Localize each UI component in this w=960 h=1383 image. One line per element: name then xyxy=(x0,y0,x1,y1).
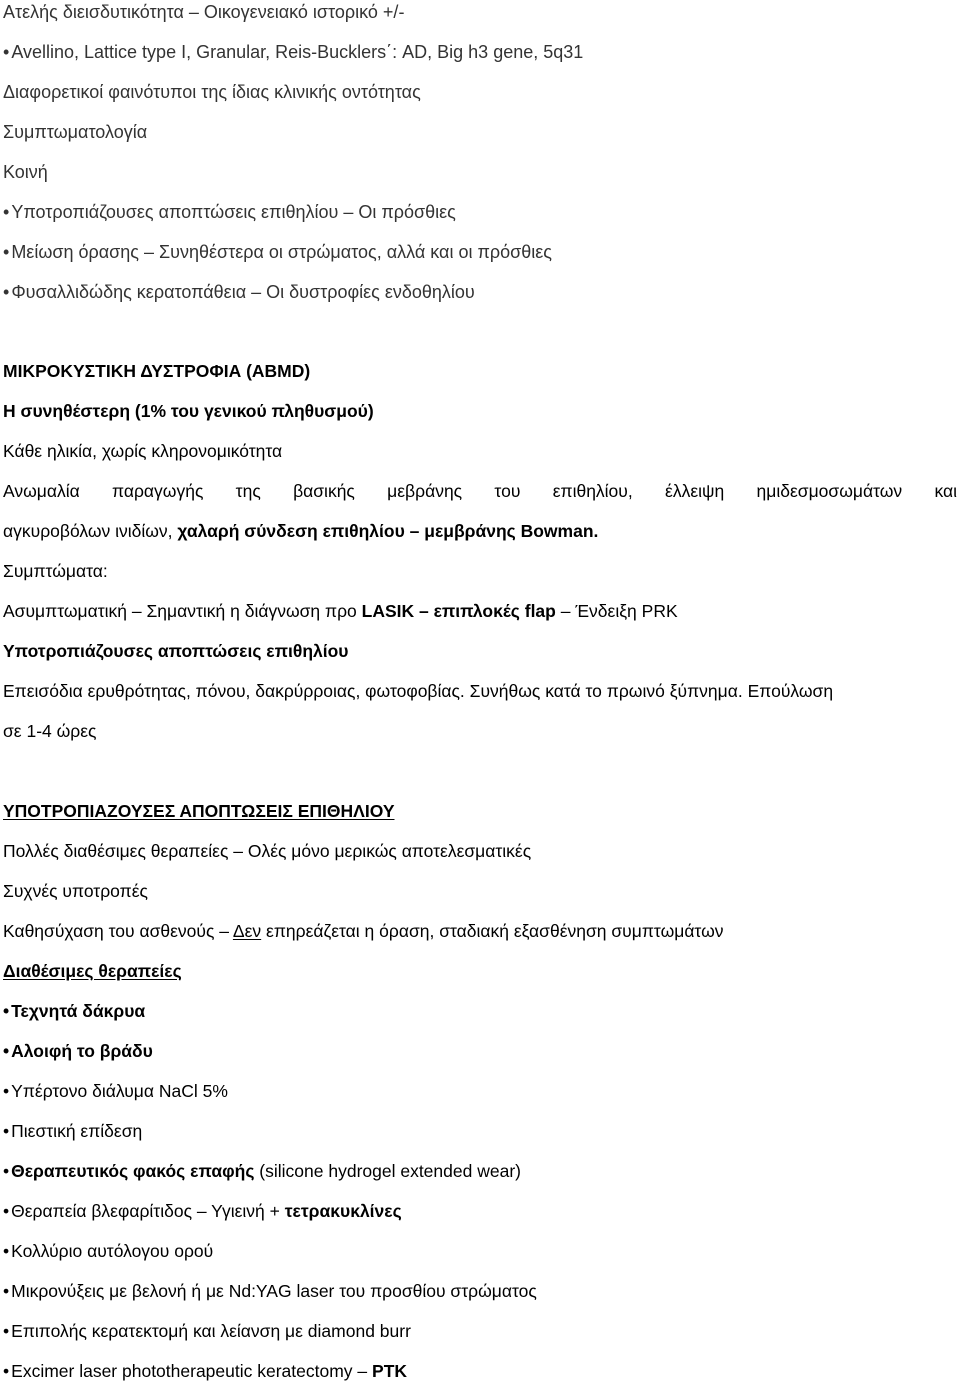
reassurance-line xyxy=(3,919,724,943)
inheritance-bullet xyxy=(3,40,583,64)
therapy-item xyxy=(3,1279,537,1303)
therapy-text: Υπέρτονο διάλυμα NaCl 5% xyxy=(11,1081,228,1101)
bullet: • xyxy=(3,1361,10,1381)
symptom-text: Μείωση όρασης – Συνηθέστερα οι στρώματος, αλλά και οι πρόσθιες xyxy=(11,242,552,262)
anomaly-bold: χαλαρή σύνδεση επιθηλίου – μεμβράνης Bowman. xyxy=(177,521,599,541)
bullet: • xyxy=(3,1001,10,1021)
episodes-line-2: σε 1-4 ώρες xyxy=(3,721,97,741)
therapy-item xyxy=(3,1319,411,1343)
relapses-line: Συχνές υποτροπές xyxy=(3,881,148,901)
therapy-text: Excimer laser phototherapeutic keratectomy – xyxy=(11,1361,373,1381)
symptom-bullet-2 xyxy=(3,240,552,264)
therapy-bold: τετρακυκλίνες xyxy=(284,1201,402,1221)
symptoms-label: Συμπτώματα: xyxy=(3,561,108,581)
common-label: Κοινή xyxy=(3,162,48,182)
bullet: • xyxy=(3,282,10,302)
symptom-bullet-1 xyxy=(3,200,456,224)
asymptomatic-line xyxy=(3,599,678,623)
age-line: Κάθε ηλικία, χωρίς κληρονομικότητα xyxy=(3,441,283,461)
phenotypes-line: Διαφορετικοί φαινότυποι της ίδιας κλινικής οντότητας xyxy=(3,82,421,102)
bullet: • xyxy=(3,42,10,62)
bullet: • xyxy=(3,1201,10,1221)
penetrance-line: Ατελής διεισδυτικότητα – Οικογενειακό ιστορικό +/- xyxy=(3,2,405,22)
therapy-text: Τεχνητά δάκρυα xyxy=(11,1001,146,1021)
bullet: • xyxy=(3,1161,10,1181)
bullet: • xyxy=(3,1121,10,1141)
therapy-text: Κολλύριο αυτόλογου ορού xyxy=(11,1241,214,1261)
bullet: • xyxy=(3,202,10,222)
therapy-text: Μικρονύξεις με βελονή ή με Nd:YAG laser του προσθίου στρώματος xyxy=(11,1281,537,1301)
lasik-bold: LASIK – επιπλοκές flap xyxy=(361,601,556,621)
bullet: • xyxy=(3,1241,10,1261)
episodes-line-1: Επεισόδια ερυθρότητας, πόνου, δακρύρροιας, φωτοφοβίας. Συνήθως κατά το πρωινό ξύπνημα. Επούλωση xyxy=(3,681,834,701)
therapy-item xyxy=(3,1119,142,1143)
therapy-text: Πιεστική επίδεση xyxy=(11,1121,143,1141)
available-therapies-heading: Διαθέσιμες θεραπείες xyxy=(3,961,182,981)
prk-plain: – Ένδειξη PRK xyxy=(555,601,678,621)
inheritance-text: Avellino, Lattice type I, Granular, Reis-Bucklers΄: AD, Big h3 gene, 5q31 xyxy=(11,42,584,62)
therapy-item xyxy=(3,999,145,1023)
bullet: • xyxy=(3,1281,10,1301)
therapy-item xyxy=(3,1079,228,1103)
reassurance-plain: Καθησύχαση του ασθενούς – xyxy=(3,921,233,941)
anomaly-plain: αγκυροβόλων ινιδίων, xyxy=(3,521,178,541)
therapy-text: Αλοιφή το βράδυ xyxy=(11,1041,153,1061)
asymptomatic-plain: Ασυμπτωματική – Σημαντική η διάγνωση προ xyxy=(3,601,362,621)
bullet: • xyxy=(3,1041,10,1061)
bullet: • xyxy=(3,1081,10,1101)
recurrent-erosions-heading: Υποτροπιάζουσες αποπτώσεις επιθηλίου xyxy=(3,641,349,661)
rce-heading: ΥΠΟΤΡΟΠΙΑΖΟΥΣΕΣ ΑΠΟΠΤΩΣΕΙΣ ΕΠΙΘΗΛΙΟΥ xyxy=(3,801,395,821)
therapy-item xyxy=(3,1159,521,1183)
bullet: • xyxy=(3,1321,10,1341)
therapy-item xyxy=(3,1359,407,1383)
therapy-bold: PTK xyxy=(372,1361,408,1381)
therapy-item xyxy=(3,1199,402,1223)
therapy-text: (silicone hydrogel extended wear) xyxy=(254,1161,521,1181)
therapy-text: Θεραπεία βλεφαρίτιδος – Υγιεινή + xyxy=(11,1201,285,1221)
therapy-item xyxy=(3,1239,213,1263)
anomaly-line-2 xyxy=(3,519,598,543)
symptom-bullet-3 xyxy=(3,280,475,304)
bullet: • xyxy=(3,242,10,262)
therapy-item xyxy=(3,1039,153,1063)
symptom-text: Φυσαλλιδώδης κερατοπάθεια – Οι δυστροφίες ενδοθηλίου xyxy=(11,282,475,302)
symptom-text: Υποτροπιάζουσες αποπτώσεις επιθηλίου – Οι πρόσθιες xyxy=(11,202,456,222)
reassurance-rest: επηρεάζεται η όραση, σταδιακή εξασθένηση συμπτωμάτων xyxy=(261,921,724,941)
symptomatology-heading: Συμπτωματολογία xyxy=(3,122,148,142)
anomaly-line-1: Ανωμαλία παραγωγής της βασικής μεβράνης του επιθηλίου, έλλειψη ημιδεσμοσωμάτων και xyxy=(3,481,957,501)
abmd-subheading: Η συνηθέστερη (1% του γενικού πληθυσμού) xyxy=(3,401,374,421)
abmd-heading: ΜΙΚΡΟΚΥΣΤΙΚΗ ΔΥΣΤΡΟΦΙΑ (ABMD) xyxy=(3,361,311,381)
therapy-bold: Θεραπευτικός φακός επαφής xyxy=(11,1161,255,1181)
reassurance-underlined: Δεν xyxy=(232,921,262,941)
therapies-line: Πολλές διαθέσιμες θεραπείες – Ολές μόνο μερικώς αποτελεσματικές xyxy=(3,841,532,861)
therapy-text: Επιπολής κερατεκτομή και λείανση με diamond burr xyxy=(11,1321,411,1341)
